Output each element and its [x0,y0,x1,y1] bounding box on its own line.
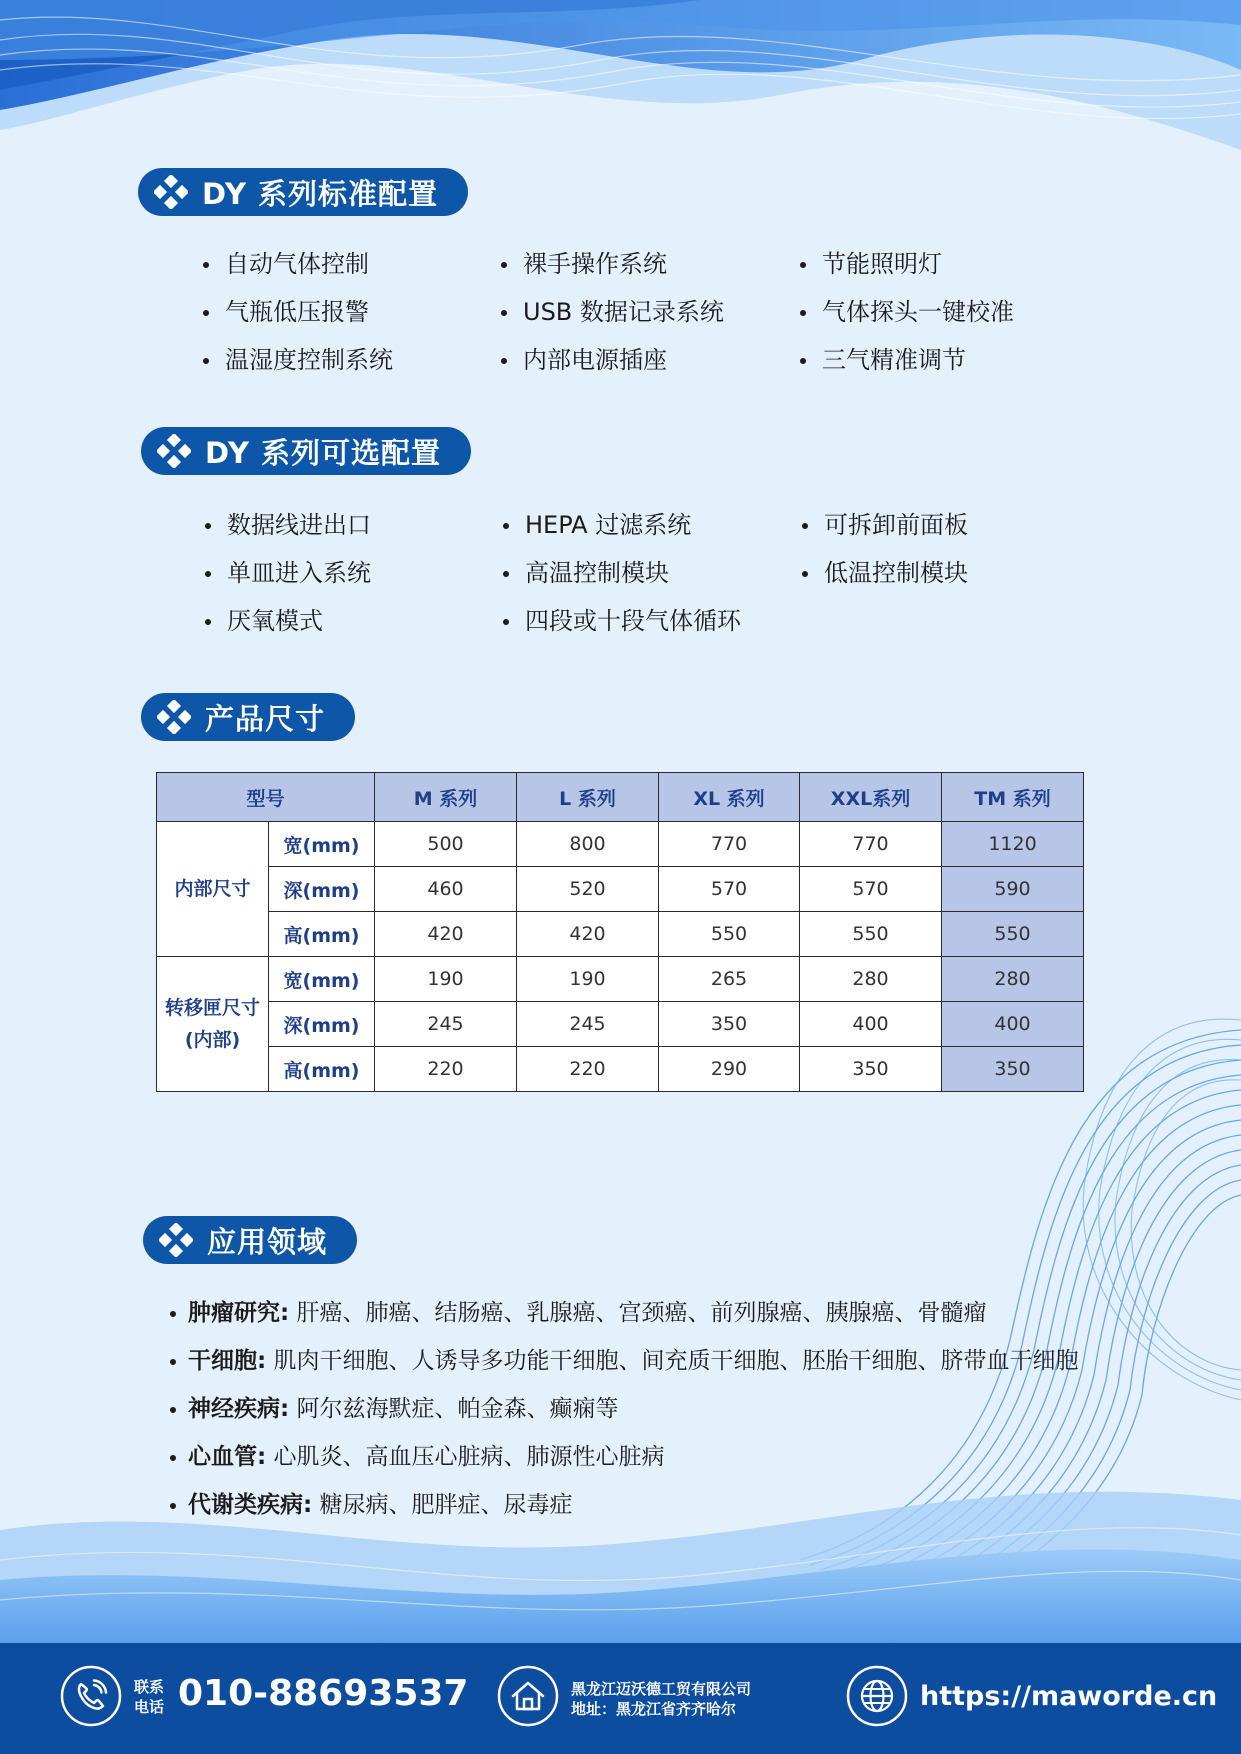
dimension-label: 高(mm) [269,912,375,957]
application-label: 干细胞: [188,1348,267,1374]
group-label-line: (内部) [184,1029,241,1051]
table-cell: 350 [659,1002,800,1047]
table-cell: 190 [375,957,517,1002]
section-title-text: 产品尺寸 [205,701,326,736]
footer-bar [0,1643,1241,1754]
table-cell: 245 [375,1002,517,1047]
table-cell: 460 [375,867,517,912]
row-group-label [157,822,269,957]
list-item: HEPA 过滤系统 [525,511,692,539]
table-cell: 770 [800,822,942,867]
list-item: 裸手操作系统 [523,250,667,278]
table-cell: 350 [800,1047,942,1092]
home-icon [497,1665,559,1727]
application-text: 心肌炎、高血压心脏病、肺源性心脏病 [266,1444,665,1470]
table-cell: 400 [800,1002,942,1047]
list-item: 数据线进出口 [227,511,371,539]
company-name: 黑龙江迈沃德工贸有限公司 [571,1680,752,1698]
dimension-label: 高(mm) [269,1047,375,1092]
dimension-label: 宽(mm) [269,822,375,867]
list-item [188,1346,1079,1376]
dimension-label: 深(mm) [269,867,375,912]
table-cell: 400 [942,1002,1084,1047]
table-cell: 265 [659,957,800,1002]
contact-label-line: 电话 [134,1698,165,1716]
column-header: 型号 [157,773,375,822]
table-cell: 500 [375,822,517,867]
column-header: M 系列 [375,773,517,822]
column-header: XXL系列 [800,773,942,822]
diamond-cluster-icon [157,700,191,734]
dimension-label: 深(mm) [269,1002,375,1047]
table-cell: 590 [942,867,1084,912]
list-item: 内部电源插座 [523,346,667,374]
application-text: 糖尿病、肥胖症、尿毒症 [312,1492,573,1518]
table-cell: 520 [517,867,659,912]
section-title-text: 应用领域 [207,1224,328,1259]
diamond-cluster-icon [159,1223,193,1257]
list-item: 低温控制模块 [824,559,968,587]
table-cell: 550 [659,912,800,957]
section-title-text: DY 系列标准配置 [202,176,439,211]
table-row [157,1002,1084,1047]
table-row [157,822,1084,867]
list-item: 厌氧模式 [227,607,323,635]
table-cell: 570 [800,867,942,912]
contact-label-line: 联系 [134,1678,165,1696]
section-title-dimensions [141,693,355,741]
contact-label [134,1677,164,1717]
column-header: L 系列 [517,773,659,822]
list-item [188,1490,573,1520]
table-header-row [157,773,1084,822]
column-header: XL 系列 [659,773,800,822]
company-address: 地址：黑龙江省齐齐哈尔 [571,1700,737,1718]
list-item: 气瓶低压报警 [225,298,369,326]
application-text: 阿尔兹海默症、帕金森、癫痫等 [289,1396,619,1422]
list-item: 单皿进入系统 [227,559,371,587]
list-item: 高温控制模块 [525,559,669,587]
application-label: 心血管: [188,1444,267,1470]
section-title-standard-config [138,168,468,216]
list-item [188,1394,619,1424]
table-cell: 420 [517,912,659,957]
table-cell: 220 [517,1047,659,1092]
list-item: 三气精准调节 [822,346,966,374]
table-cell: 280 [800,957,942,1002]
application-label: 代谢类疾病: [188,1492,313,1518]
table-cell: 190 [517,957,659,1002]
table-row [157,867,1084,912]
table-cell: 1120 [942,822,1084,867]
dimensions-table [156,772,1084,1092]
application-text: 肝癌、肺癌、结肠癌、乳腺癌、宫颈癌、前列腺癌、胰腺癌、骨髓瘤 [289,1300,987,1326]
list-item [188,1442,665,1472]
diamond-cluster-icon [157,434,191,468]
list-item: 温湿度控制系统 [225,346,393,374]
table-cell: 550 [800,912,942,957]
dimension-label: 宽(mm) [269,957,375,1002]
list-item: USB 数据记录系统 [523,298,724,326]
phone-icon [60,1665,122,1727]
table-cell: 220 [375,1047,517,1092]
diamond-cluster-icon [154,175,188,209]
table-cell: 350 [942,1047,1084,1092]
table-cell: 245 [517,1002,659,1047]
row-group-label [157,957,269,1092]
table-cell: 420 [375,912,517,957]
table-row [157,912,1084,957]
list-item: 四段或十段气体循环 [525,607,741,635]
list-item [188,1298,987,1328]
section-title-applications [143,1216,357,1264]
application-label: 肿瘤研究: [188,1300,290,1326]
table-cell: 800 [517,822,659,867]
phone-number[interactable]: 010-88693537 [178,1673,469,1714]
group-label-line: 内部尺寸 [174,878,251,900]
table-cell: 770 [659,822,800,867]
company-info [571,1679,751,1719]
section-title-optional-config [141,427,471,475]
table-cell: 280 [942,957,1084,1002]
group-label-line: 转移匣尺寸 [164,997,260,1019]
table-cell: 550 [942,912,1084,957]
column-header: TM 系列 [942,773,1084,822]
list-item: 气体探头一键校准 [822,298,1014,326]
table-row [157,957,1084,1002]
table-cell: 570 [659,867,800,912]
table-cell: 290 [659,1047,800,1092]
website-link[interactable]: https://maworde.cn [920,1681,1218,1712]
list-item: 可拆卸前面板 [824,511,968,539]
application-text: 肌肉干细胞、人诱导多功能干细胞、间充质干细胞、胚胎干细胞、脐带血干细胞 [266,1348,1079,1374]
globe-icon [846,1665,908,1727]
list-item: 节能照明灯 [822,250,942,278]
table-row [157,1047,1084,1092]
application-label: 神经疾病: [188,1396,290,1422]
list-item: 自动气体控制 [225,250,369,278]
section-title-text: DY 系列可选配置 [205,435,442,470]
